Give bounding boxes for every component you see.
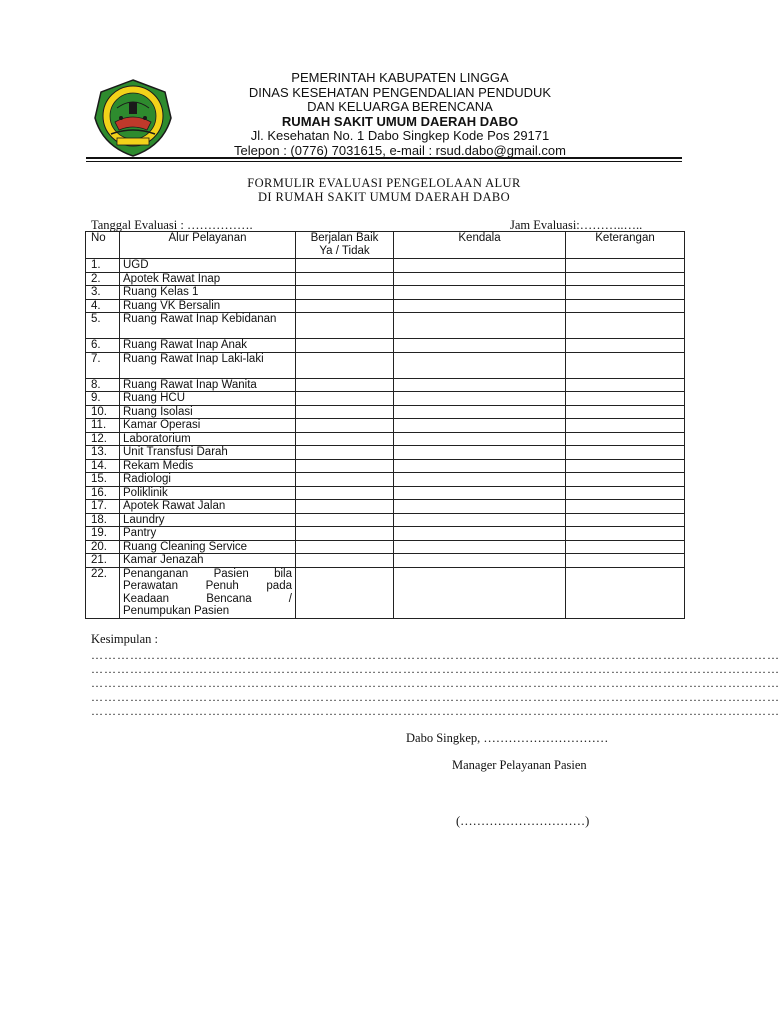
row-berjalan-cell[interactable] <box>296 513 394 527</box>
row-berjalan-cell[interactable] <box>296 286 394 300</box>
row-keterangan-cell[interactable] <box>566 473 685 487</box>
row-number: 3. <box>86 286 120 300</box>
letterhead-government: PEMERINTAH KABUPATEN LINGGA <box>291 70 509 85</box>
row-service: Ruang Kelas 1 <box>120 286 296 300</box>
table-row <box>86 567 685 618</box>
row-keterangan-cell[interactable] <box>566 500 685 514</box>
conclusion-line[interactable]: …………………………………………………………………………………………………………………………………………… <box>91 662 780 676</box>
row-keterangan-cell[interactable] <box>566 432 685 446</box>
letterhead-agency: DINAS KESEHATAN PENGENDALIAN PENDUDUK <box>248 84 552 100</box>
row-kendala-cell[interactable] <box>394 446 566 460</box>
table-row <box>86 299 685 313</box>
row-service: Ruang Rawat Inap Kebidanan <box>120 313 296 339</box>
row-service: Apotek Rawat Jalan <box>120 500 296 514</box>
row-keterangan-cell[interactable] <box>566 339 685 353</box>
row-kendala-cell[interactable] <box>394 405 566 419</box>
table-row <box>86 459 685 473</box>
row-number: 18. <box>86 513 120 527</box>
conclusion-line[interactable]: …………………………………………………………………………………………………………………………………………… <box>91 704 780 718</box>
row-berjalan-cell[interactable] <box>296 378 394 392</box>
form-title <box>150 176 618 204</box>
row-keterangan-cell[interactable] <box>566 272 685 286</box>
table-row <box>86 473 685 487</box>
row-kendala-cell[interactable] <box>394 500 566 514</box>
row-keterangan-cell[interactable] <box>566 527 685 541</box>
evaluation-date-field[interactable]: Tanggal Evaluasi : ……………. <box>91 218 253 232</box>
column-header-berjalan: Berjalan Baik Ya / Tidak <box>296 232 394 259</box>
row-number: 17. <box>86 500 120 514</box>
row-service: Ruang Rawat Inap Anak <box>120 339 296 353</box>
service-flow-table <box>85 231 685 619</box>
letterhead-address: Jl. Kesehatan No. 1 Dabo Singkep Kode Pos 29171 <box>250 128 550 143</box>
row-berjalan-cell[interactable] <box>296 459 394 473</box>
table-row <box>86 419 685 433</box>
row-berjalan-cell[interactable] <box>296 405 394 419</box>
table-row <box>86 313 685 339</box>
row-keterangan-cell[interactable] <box>566 419 685 433</box>
row-kendala-cell[interactable] <box>394 459 566 473</box>
row-kendala-cell[interactable] <box>394 352 566 378</box>
row-keterangan-cell[interactable] <box>566 486 685 500</box>
table-row <box>86 352 685 378</box>
row-berjalan-cell[interactable] <box>296 299 394 313</box>
letterhead-divider-thin <box>86 161 682 162</box>
table-row <box>86 554 685 568</box>
row-number: 9. <box>86 392 120 406</box>
row-service: Ruang Cleaning Service <box>120 540 296 554</box>
row-number: 1. <box>86 259 120 273</box>
row-keterangan-cell[interactable] <box>566 513 685 527</box>
table-row <box>86 405 685 419</box>
row-keterangan-cell[interactable] <box>566 405 685 419</box>
row-kendala-cell[interactable] <box>394 513 566 527</box>
row-number: 4. <box>86 299 120 313</box>
table-row <box>86 339 685 353</box>
conclusion-line[interactable]: …………………………………………………………………………………………………………………………………………… <box>91 690 780 704</box>
row-number: 20. <box>86 540 120 554</box>
column-header-kendala: Kendala <box>394 232 566 259</box>
conclusion-label: Kesimpulan : <box>91 632 159 646</box>
row-service: Unit Transfusi Darah <box>120 446 296 460</box>
row-berjalan-cell[interactable] <box>296 419 394 433</box>
row-number: 12. <box>86 432 120 446</box>
row-keterangan-cell[interactable] <box>566 459 685 473</box>
row-kendala-cell[interactable] <box>394 313 566 339</box>
row-berjalan-cell[interactable] <box>296 540 394 554</box>
column-header-no: No <box>86 232 120 259</box>
row-number: 14. <box>86 459 120 473</box>
row-service: UGD <box>120 259 296 273</box>
table-row <box>86 259 685 273</box>
row-kendala-cell[interactable] <box>394 432 566 446</box>
row-number: 22. <box>86 567 120 618</box>
table-row <box>86 527 685 541</box>
letterhead <box>190 71 610 158</box>
row-service: Penanganan Pasien bila Perawatan Penuh pada Keadaan Bencana / Penumpukan Pasien <box>120 567 296 618</box>
row-kendala-cell[interactable] <box>394 540 566 554</box>
row-kendala-cell[interactable] <box>394 378 566 392</box>
table-row <box>86 432 685 446</box>
column-header-keterangan: Keterangan <box>566 232 685 259</box>
row-kendala-cell[interactable] <box>394 473 566 487</box>
row-service: Ruang VK Bersalin <box>120 299 296 313</box>
row-number: 16. <box>86 486 120 500</box>
row-keterangan-cell[interactable] <box>566 554 685 568</box>
row-berjalan-cell[interactable] <box>296 259 394 273</box>
row-keterangan-cell[interactable] <box>566 286 685 300</box>
row-berjalan-cell[interactable] <box>296 313 394 339</box>
row-service: Kamar Operasi <box>120 419 296 433</box>
letterhead-divider-thick <box>86 157 682 159</box>
row-keterangan-cell[interactable] <box>566 352 685 378</box>
row-service: Pantry <box>120 527 296 541</box>
row-keterangan-cell[interactable] <box>566 392 685 406</box>
row-number: 8. <box>86 378 120 392</box>
row-service: Ruang Rawat Inap Wanita <box>120 378 296 392</box>
row-number: 21. <box>86 554 120 568</box>
row-kendala-cell[interactable] <box>394 286 566 300</box>
row-keterangan-cell[interactable] <box>566 299 685 313</box>
row-service: Ruang Rawat Inap Laki-laki <box>120 352 296 378</box>
form-title-line2: DI RUMAH SAKIT UMUM DAERAH DABO <box>257 190 511 204</box>
row-service: Laundry <box>120 513 296 527</box>
row-number: 15. <box>86 473 120 487</box>
row-keterangan-cell[interactable] <box>566 313 685 339</box>
row-keterangan-cell[interactable] <box>566 540 685 554</box>
row-kendala-cell[interactable] <box>394 419 566 433</box>
row-kendala-cell[interactable] <box>394 299 566 313</box>
table-row <box>86 486 685 500</box>
table-row <box>86 378 685 392</box>
row-kendala-cell[interactable] <box>394 527 566 541</box>
column-header-alur: Alur Pelayanan <box>120 232 296 259</box>
row-number: 7. <box>86 352 120 378</box>
row-kendala-cell[interactable] <box>394 339 566 353</box>
letterhead-contact: Telepon : (0776) 7031615, e-mail : rsud.dabo@gmail.com <box>234 142 566 158</box>
row-number: 5. <box>86 313 120 339</box>
row-berjalan-cell[interactable] <box>296 392 394 406</box>
row-kendala-cell[interactable] <box>394 272 566 286</box>
row-berjalan-cell[interactable] <box>296 567 394 618</box>
row-keterangan-cell[interactable] <box>566 446 685 460</box>
form-title-line1: FORMULIR EVALUASI PENGELOLAAN ALUR <box>247 176 521 190</box>
table-row <box>86 286 685 300</box>
row-kendala-cell[interactable] <box>394 486 566 500</box>
conclusion-line[interactable]: …………………………………………………………………………………………………………………………………………… <box>91 648 780 662</box>
row-kendala-cell[interactable] <box>394 554 566 568</box>
letterhead-hospital-name: RUMAH SAKIT UMUM DAERAH DABO <box>281 113 519 129</box>
row-service: Rekam Medis <box>120 459 296 473</box>
table-row <box>86 392 685 406</box>
table-row <box>86 513 685 527</box>
row-keterangan-cell[interactable] <box>566 259 685 273</box>
row-berjalan-cell[interactable] <box>296 554 394 568</box>
evaluation-time-field[interactable]: Jam Evaluasi:………..….. <box>510 218 643 232</box>
conclusion-line[interactable]: …………………………………………………………………………………………………………………………………………… <box>91 676 780 690</box>
row-service: Ruang HCU <box>120 392 296 406</box>
table-row <box>86 500 685 514</box>
row-berjalan-cell[interactable] <box>296 432 394 446</box>
row-berjalan-cell[interactable] <box>296 500 394 514</box>
row-kendala-cell[interactable] <box>394 392 566 406</box>
row-kendala-cell[interactable] <box>394 259 566 273</box>
row-berjalan-cell[interactable] <box>296 473 394 487</box>
row-service: Poliklinik <box>120 486 296 500</box>
letterhead-agency-cont: DAN KELUARGA BERENCANA <box>307 99 493 114</box>
row-number: 2. <box>86 272 120 286</box>
row-kendala-cell[interactable] <box>394 567 566 618</box>
row-service: Radiologi <box>120 473 296 487</box>
row-berjalan-cell[interactable] <box>296 352 394 378</box>
row-number: 11. <box>86 419 120 433</box>
row-service: Ruang Isolasi <box>120 405 296 419</box>
row-service: Kamar Jenazah <box>120 554 296 568</box>
row-number: 10. <box>86 405 120 419</box>
row-number: 19. <box>86 527 120 541</box>
signature-name-field[interactable]: (…………………………) <box>456 814 590 828</box>
row-number: 6. <box>86 339 120 353</box>
row-berjalan-cell[interactable] <box>296 446 394 460</box>
row-berjalan-cell[interactable] <box>296 486 394 500</box>
row-service: Laboratorium <box>120 432 296 446</box>
row-number: 13. <box>86 446 120 460</box>
table-row <box>86 540 685 554</box>
table-row <box>86 446 685 460</box>
row-service: Apotek Rawat Inap <box>120 272 296 286</box>
lingga-regency-logo <box>93 78 173 158</box>
row-berjalan-cell[interactable] <box>296 339 394 353</box>
signature-role: Manager Pelayanan Pasien <box>452 758 587 772</box>
table-header-row <box>86 232 685 259</box>
row-keterangan-cell[interactable] <box>566 567 685 618</box>
row-berjalan-cell[interactable] <box>296 272 394 286</box>
row-keterangan-cell[interactable] <box>566 378 685 392</box>
table-row <box>86 272 685 286</box>
signature-place-date[interactable]: Dabo Singkep, ………………………… <box>406 731 609 745</box>
row-berjalan-cell[interactable] <box>296 527 394 541</box>
